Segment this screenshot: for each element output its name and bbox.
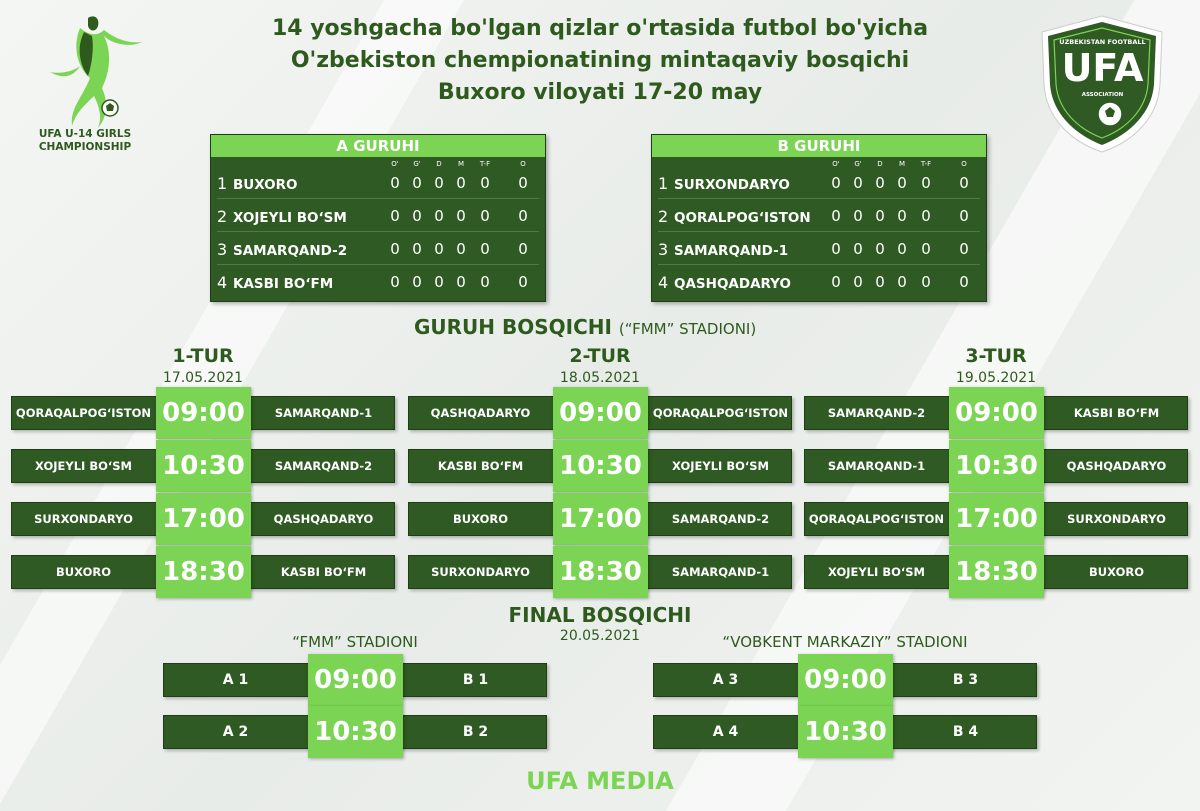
stat-value: 0 — [456, 240, 466, 258]
stat-value: 0 — [897, 240, 907, 258]
col-header: G' — [413, 160, 421, 168]
table-row — [658, 268, 980, 298]
home-team: SURXONDARYO — [431, 565, 530, 579]
stat-value: 0 — [875, 240, 885, 258]
team-name: SAMARQAND-1 — [674, 243, 789, 259]
table-row — [217, 235, 539, 265]
stat-value: 0 — [831, 174, 841, 192]
stat-value: 0 — [434, 240, 444, 258]
stat-value: 0 — [875, 174, 885, 192]
stat-value: 0 — [853, 207, 863, 225]
match-time: 09:00 — [949, 387, 1044, 439]
stat-value: 0 — [390, 273, 400, 291]
away-team: QASHQADARYO — [1066, 459, 1167, 473]
match-time: 09:00 — [798, 654, 893, 706]
match-row — [804, 396, 1188, 430]
match-time: 09:00 — [553, 387, 648, 439]
match-time: 09:00 — [308, 654, 403, 706]
stat-value: 0 — [480, 174, 490, 192]
match-row — [804, 555, 1188, 589]
stat-value: 0 — [434, 207, 444, 225]
team-rank: 3 — [658, 240, 669, 259]
away-team: SURXONDARYO — [1067, 512, 1166, 526]
logo-left-text — [20, 128, 150, 154]
col-header: G' — [854, 160, 862, 168]
title-line2: O'zbekiston chempionatining mintaqaviy bosqichi — [290, 48, 910, 73]
away-team: KASBI BO‘FM — [1073, 406, 1160, 420]
table-row — [217, 202, 539, 232]
away-team: SAMARQAND-2 — [671, 512, 770, 526]
away-team: B 1 — [462, 672, 489, 688]
stat-value: 0 — [518, 207, 528, 225]
match-row — [804, 449, 1188, 483]
away-team: B 3 — [952, 672, 979, 688]
col-header: T-F — [479, 160, 491, 168]
match-row — [11, 502, 395, 536]
match-time: 10:30 — [949, 440, 1044, 492]
match-time: 18:30 — [949, 546, 1044, 598]
stat-value: 0 — [412, 207, 422, 225]
team-name: QORALPOG‘ISTON — [674, 210, 811, 226]
ufa-main-text: UFA — [1061, 46, 1144, 90]
team-name: SURXONDARYO — [674, 177, 790, 193]
team-name: QASHQADARYO — [674, 276, 791, 292]
round-1-date: 17.05.2021 — [162, 370, 244, 386]
group-a-table — [210, 134, 546, 302]
team-rank: 4 — [658, 273, 669, 292]
match-time: 09:00 — [156, 387, 251, 439]
match-row — [408, 396, 792, 430]
footer-brand: UFA MEDIA — [526, 767, 674, 795]
team-rank: 3 — [217, 240, 228, 259]
home-team: BUXORO — [453, 512, 508, 526]
home-team: KASBI BO‘FM — [437, 459, 524, 473]
match-time: 10:30 — [798, 706, 893, 758]
col-header: O' — [832, 160, 840, 168]
stat-value: 0 — [853, 174, 863, 192]
table-row — [217, 268, 539, 298]
stat-value: 0 — [921, 174, 931, 192]
stat-value: 0 — [959, 174, 969, 192]
venue-1-name: “FMM” STADIONI — [292, 633, 418, 651]
stat-value: 0 — [875, 207, 885, 225]
final-match-row — [653, 715, 1037, 749]
table-row — [217, 169, 539, 199]
team-name: SAMARQAND-2 — [233, 243, 348, 259]
stat-value: 0 — [831, 240, 841, 258]
title-line3: Buxoro viloyati 17-20 may — [437, 80, 763, 105]
away-team: SAMARQAND-2 — [274, 459, 373, 473]
team-rank: 1 — [217, 174, 228, 193]
away-team: QASHQADARYO — [273, 512, 374, 526]
stat-value: 0 — [456, 207, 466, 225]
stat-value: 0 — [412, 273, 422, 291]
round-3-date: 19.05.2021 — [955, 370, 1037, 386]
stat-value: 0 — [518, 273, 528, 291]
away-team: B 2 — [462, 724, 489, 740]
round-2-title: 2-TUR — [569, 345, 631, 367]
home-team: XOJEYLI BO‘SM — [35, 459, 132, 473]
team-rank: 2 — [217, 207, 228, 226]
stat-value: 0 — [456, 273, 466, 291]
venue-2-name: “VOBKENT MARKAZIY” STADIONI — [722, 633, 968, 651]
away-team: BUXORO — [1089, 565, 1144, 579]
stat-value: 0 — [390, 240, 400, 258]
away-team: SAMARQAND-1 — [274, 406, 373, 420]
round-1-title: 1-TUR — [172, 345, 234, 367]
col-header: O — [961, 160, 967, 168]
stat-value: 0 — [518, 174, 528, 192]
stat-value: 0 — [959, 240, 969, 258]
stat-value: 0 — [480, 207, 490, 225]
ufa-top-text: UZBEKISTAN FOOTBALL — [1059, 38, 1146, 46]
match-time: 10:30 — [553, 440, 648, 492]
away-team: KASBI BO‘FM — [280, 565, 367, 579]
match-time: 17:00 — [553, 493, 648, 545]
round-2-date: 18.05.2021 — [559, 370, 641, 386]
final-match-row — [653, 663, 1037, 697]
team-rank: 2 — [658, 207, 669, 226]
col-header: O' — [391, 160, 399, 168]
stat-value: 0 — [921, 240, 931, 258]
team-rank: 4 — [217, 273, 228, 292]
stat-value: 0 — [853, 240, 863, 258]
stat-value: 0 — [456, 174, 466, 192]
stat-value: 0 — [480, 273, 490, 291]
stat-value: 0 — [897, 174, 907, 192]
home-team: A 4 — [712, 724, 739, 740]
group-b-table — [651, 134, 987, 302]
table-row — [658, 235, 980, 265]
stat-value: 0 — [390, 174, 400, 192]
home-team: A 1 — [222, 672, 249, 688]
stat-value: 0 — [831, 273, 841, 291]
title-line1: 14 yoshgacha bo'lgan qizlar o'rtasida futbol bo'yicha — [271, 16, 929, 41]
home-team: QORAQALPOG‘ISTON — [15, 406, 152, 420]
group-b-title: B GURUHI — [652, 135, 986, 157]
stat-value: 0 — [921, 207, 931, 225]
team-name: BUXORO — [233, 177, 298, 193]
home-team: SURXONDARYO — [34, 512, 133, 526]
home-team: SAMARQAND-2 — [827, 406, 926, 420]
group-stage-subtitle: (“FMM” STADIONI) — [618, 320, 757, 338]
col-header: M — [898, 160, 906, 168]
col-header: M — [457, 160, 465, 168]
final-match-row — [163, 715, 547, 749]
home-team: BUXORO — [56, 565, 111, 579]
match-time: 17:00 — [949, 493, 1044, 545]
stat-value: 0 — [412, 174, 422, 192]
ufa-bottom-text: ASSOCIATION — [1081, 92, 1124, 98]
stat-value: 0 — [831, 207, 841, 225]
match-time: 18:30 — [156, 546, 251, 598]
col-header: T-F — [920, 160, 932, 168]
match-row — [408, 502, 792, 536]
match-time: 10:30 — [308, 706, 403, 758]
team-rank: 1 — [658, 174, 669, 193]
table-row — [658, 202, 980, 232]
match-row — [804, 502, 1188, 536]
group-a-title: A GURUHI — [211, 135, 545, 157]
team-name: XOJEYLI BO‘SM — [233, 210, 347, 226]
away-team: B 4 — [952, 724, 979, 740]
match-time: 10:30 — [156, 440, 251, 492]
match-row — [11, 449, 395, 483]
home-team: SAMARQAND-1 — [827, 459, 926, 473]
stat-value: 0 — [921, 273, 931, 291]
match-row — [11, 396, 395, 430]
match-time: 18:30 — [553, 546, 648, 598]
team-name: KASBI BO‘FM — [233, 276, 334, 292]
stat-value: 0 — [897, 207, 907, 225]
home-team: QORAQALPOG‘ISTON — [808, 512, 945, 526]
home-team: QASHQADARYO — [430, 406, 531, 420]
table-row — [658, 169, 980, 199]
group-stage-heading — [414, 315, 756, 339]
stat-value: 0 — [853, 273, 863, 291]
home-team: A 3 — [712, 672, 739, 688]
logo-left-line1: UFA U-14 GIRLS — [38, 128, 132, 140]
match-row — [408, 449, 792, 483]
final-match-row — [163, 663, 547, 697]
match-row — [11, 555, 395, 589]
group-stage-title: GURUH BOSQICHI — [414, 315, 612, 339]
match-time: 17:00 — [156, 493, 251, 545]
home-team: A 2 — [222, 724, 249, 740]
stat-value: 0 — [518, 240, 528, 258]
away-team: QORAQALPOG‘ISTON — [652, 406, 789, 420]
stat-value: 0 — [959, 207, 969, 225]
stat-value: 0 — [959, 273, 969, 291]
stat-value: 0 — [434, 273, 444, 291]
stat-value: 0 — [434, 174, 444, 192]
home-team: XOJEYLI BO‘SM — [828, 565, 925, 579]
final-stage-title: FINAL BOSQICHI — [508, 603, 692, 627]
away-team: SAMARQAND-1 — [671, 565, 770, 579]
final-stage-date: 20.05.2021 — [559, 628, 641, 644]
col-header: D — [436, 160, 442, 168]
logo-left-line2: CHAMPIONSHIP — [38, 141, 132, 153]
stat-value: 0 — [390, 207, 400, 225]
stat-value: 0 — [875, 273, 885, 291]
stat-value: 0 — [480, 240, 490, 258]
stat-value: 0 — [412, 240, 422, 258]
match-row — [408, 555, 792, 589]
away-team: XOJEYLI BO‘SM — [672, 459, 769, 473]
stat-value: 0 — [897, 273, 907, 291]
col-header: O — [520, 160, 526, 168]
round-3-title: 3-TUR — [965, 345, 1027, 367]
col-header: D — [877, 160, 883, 168]
